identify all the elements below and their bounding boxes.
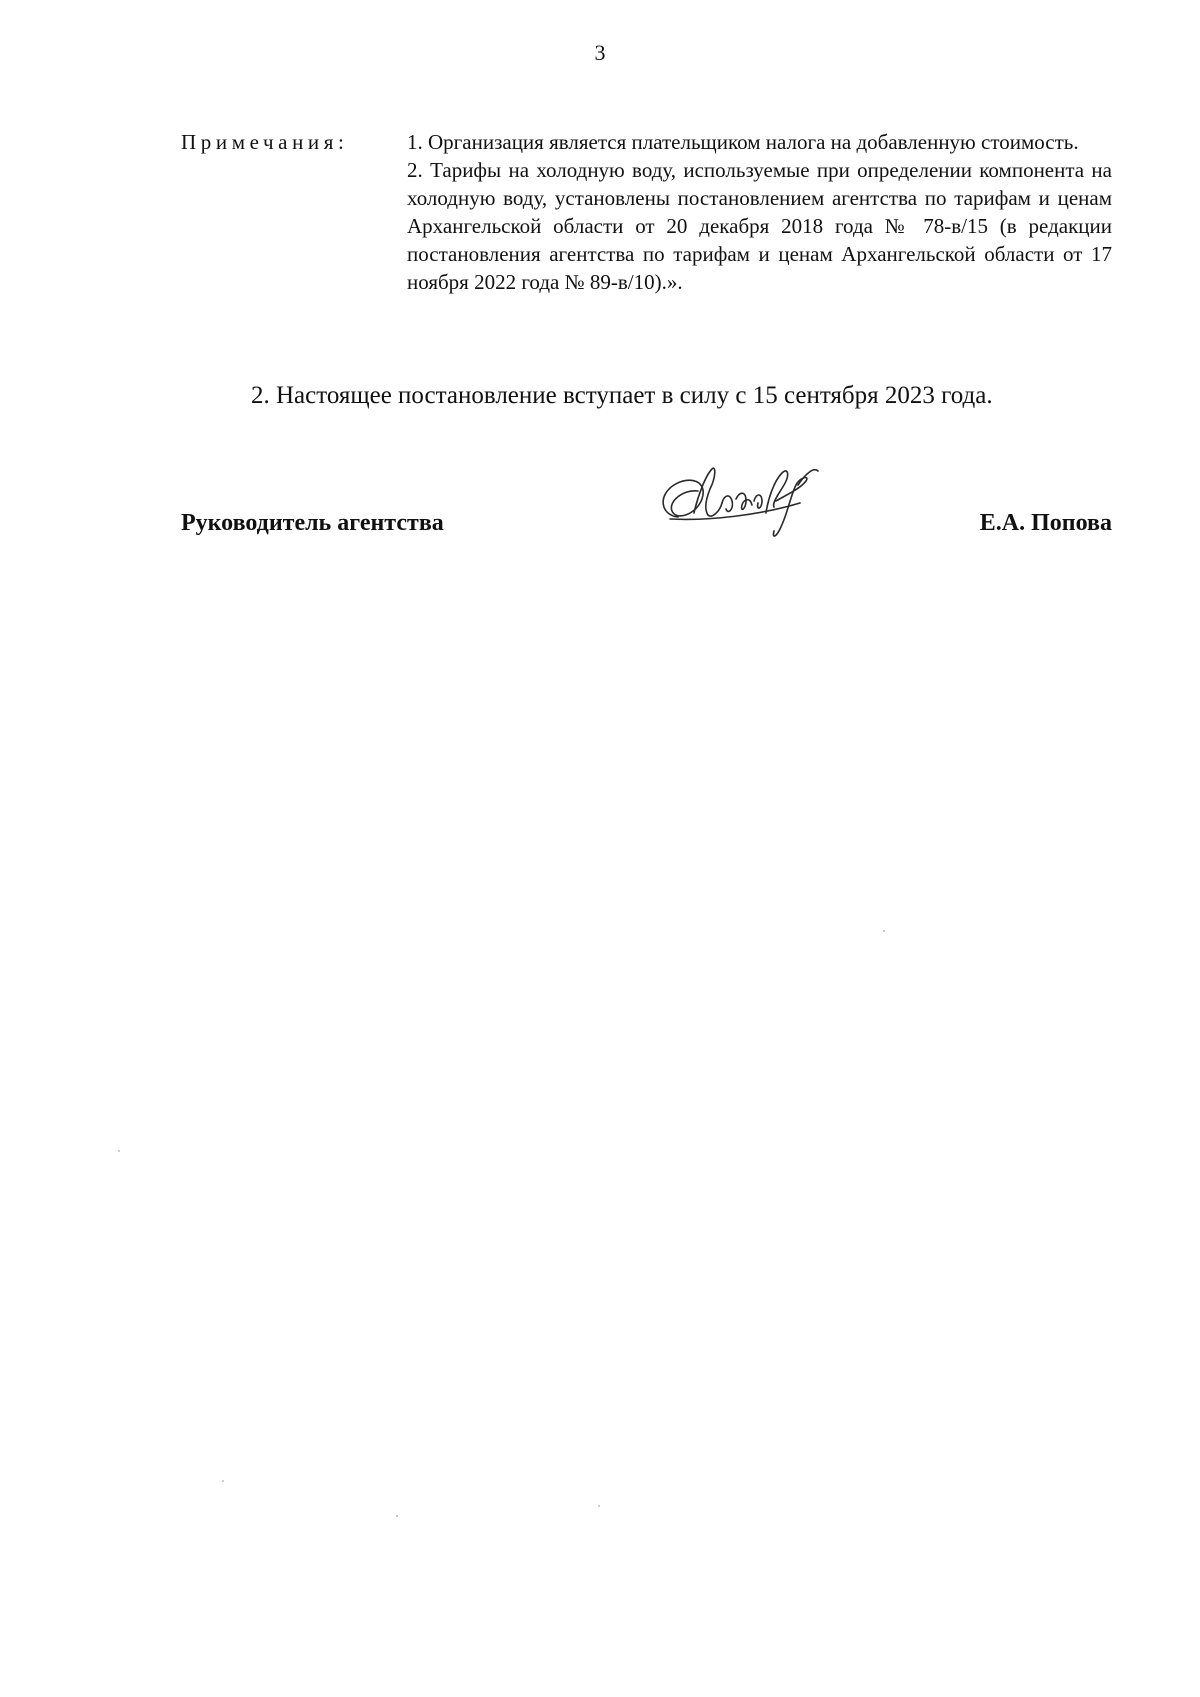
scan-speck [222,1480,224,1482]
scan-speck [118,1150,120,1152]
scan-speck [396,1515,398,1517]
notes-list [407,128,1112,296]
note-item: 1. Организация является плательщиком налога на добавленную стоимость. [407,130,1079,154]
page-number: 3 [594,40,606,65]
note-item: 2. Тарифы на холодную воду, используемые при определении компонента на холодную воду, установлены постановлением агентства по тарифам и ценам Архангельской области от 20 декабря 2018 года № 78-в/15 (в редакции постановления агентства по тарифам и ценам Архангельской области от 17 ноября 2022 года № 89-в/10).». [407,158,1112,294]
signer-position: Руководитель агентства [181,510,444,536]
effective-date-paragraph: 2. Настоящее постановление вступает в силу с 15 сентября 2023 года. [251,382,993,409]
notes-label: Примечания: [181,130,349,154]
signer-name: Е.А. Попова [979,510,1112,536]
scan-speck [598,1505,600,1507]
handwritten-signature [650,455,840,550]
scan-speck [883,930,885,932]
